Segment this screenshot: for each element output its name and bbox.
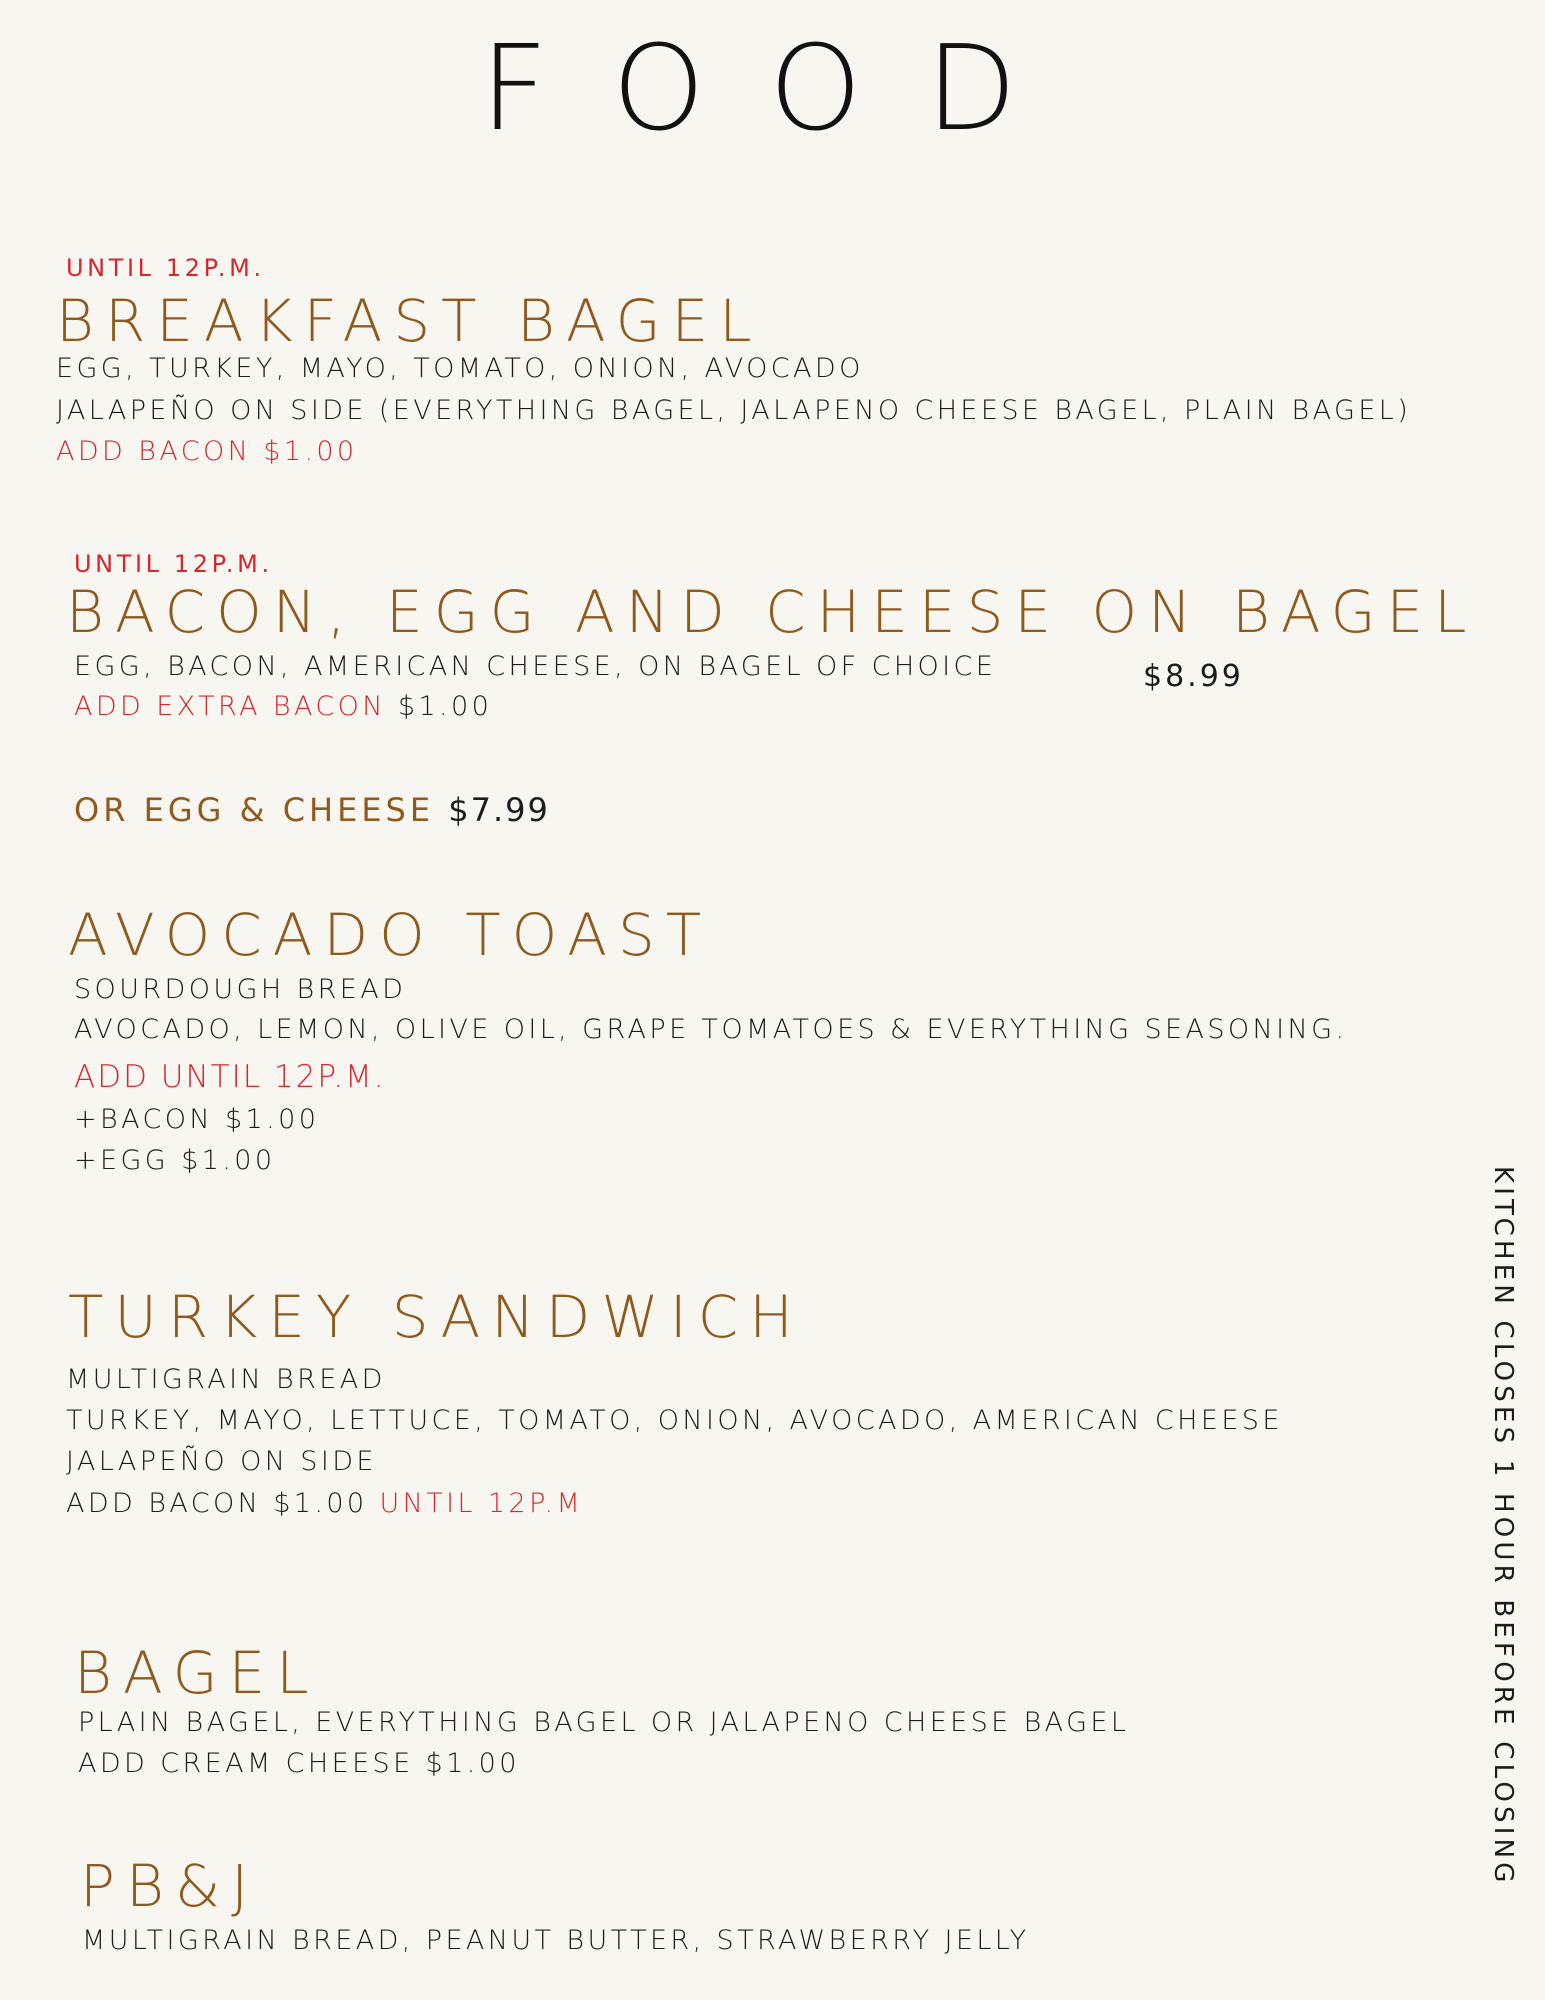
- avocado-toast-addon-bacon: +BACON $1.00: [74, 1104, 320, 1135]
- avocado-toast-name: AVOCADO TOAST: [68, 901, 713, 969]
- bagel-name: BAGEL: [74, 1639, 320, 1707]
- turkey-sandwich-bread: MULTIGRAIN BREAD: [66, 1364, 386, 1395]
- avocado-toast-addon-header: ADD UNTIL 12P.M.: [74, 1059, 386, 1095]
- avocado-toast-bread: SOURDOUGH BREAD: [74, 974, 407, 1005]
- breakfast-bagel-availability: UNTIL 12P.M.: [66, 254, 265, 282]
- bec-bagel-price: $8.99: [1143, 659, 1244, 694]
- turkey-sandwich-ingredients: TURKEY, MAYO, LETTUCE, TOMATO, ONION, AVOCADO, AMERICAN CHEESE: [66, 1405, 1283, 1436]
- pbj-name: PB&J: [80, 1852, 260, 1920]
- egg-cheese-price: $7.99: [448, 791, 550, 829]
- bec-bagel-ingredients: EGG, BACON, AMERICAN CHEESE, ON BAGEL OF CHOICE: [74, 651, 997, 682]
- bec-bagel-addon-price: $1.00: [397, 691, 493, 722]
- pbj-ingredients: MULTIGRAIN BREAD, PEANUT BUTTER, STRAWBERRY JELLY: [82, 1925, 1030, 1956]
- egg-cheese-label: OR EGG & CHEESE: [74, 791, 435, 829]
- bec-bagel-availability: UNTIL 12P.M.: [74, 550, 273, 578]
- turkey-sandwich-addon-label: ADD BACON $1.00: [66, 1488, 368, 1519]
- turkey-sandwich-addon-note: UNTIL 12P.M: [379, 1488, 584, 1519]
- egg-cheese-alternative: [74, 791, 550, 829]
- kitchen-closing-note: KITCHEN CLOSES 1 HOUR BEFORE CLOSING: [1488, 1166, 1518, 1887]
- breakfast-bagel-addon: ADD BACON $1.00: [56, 436, 358, 467]
- bec-bagel-name: BACON, EGG AND CHEESE ON BAGEL: [66, 578, 1478, 646]
- menu-title: FOOD: [480, 19, 1081, 157]
- bec-bagel-addon: [74, 693, 492, 720]
- turkey-sandwich-side: JALAPEÑO ON SIDE: [66, 1446, 377, 1477]
- breakfast-bagel-name: BREAKFAST BAGEL: [56, 287, 763, 355]
- turkey-sandwich-name: TURKEY SANDWICH: [68, 1283, 804, 1351]
- avocado-toast-addon-egg: +EGG $1.00: [74, 1145, 276, 1176]
- avocado-toast-ingredients: AVOCADO, LEMON, OLIVE OIL, GRAPE TOMATOES & EVERYTHING SEASONING.: [74, 1014, 1348, 1045]
- bec-bagel-addon-label: ADD EXTRA BACON: [74, 691, 386, 722]
- breakfast-bagel-options: JALAPEÑO ON SIDE (EVERYTHING BAGEL, JALAPENO CHEESE BAGEL, PLAIN BAGEL): [56, 395, 1412, 426]
- breakfast-bagel-ingredients: EGG, TURKEY, MAYO, TOMATO, ONION, AVOCADO: [56, 353, 864, 384]
- turkey-sandwich-addon: [66, 1490, 583, 1517]
- bagel-addon: ADD CREAM CHEESE $1.00: [78, 1748, 520, 1779]
- bagel-options: PLAIN BAGEL, EVERYTHING BAGEL OR JALAPENO CHEESE BAGEL: [78, 1707, 1130, 1738]
